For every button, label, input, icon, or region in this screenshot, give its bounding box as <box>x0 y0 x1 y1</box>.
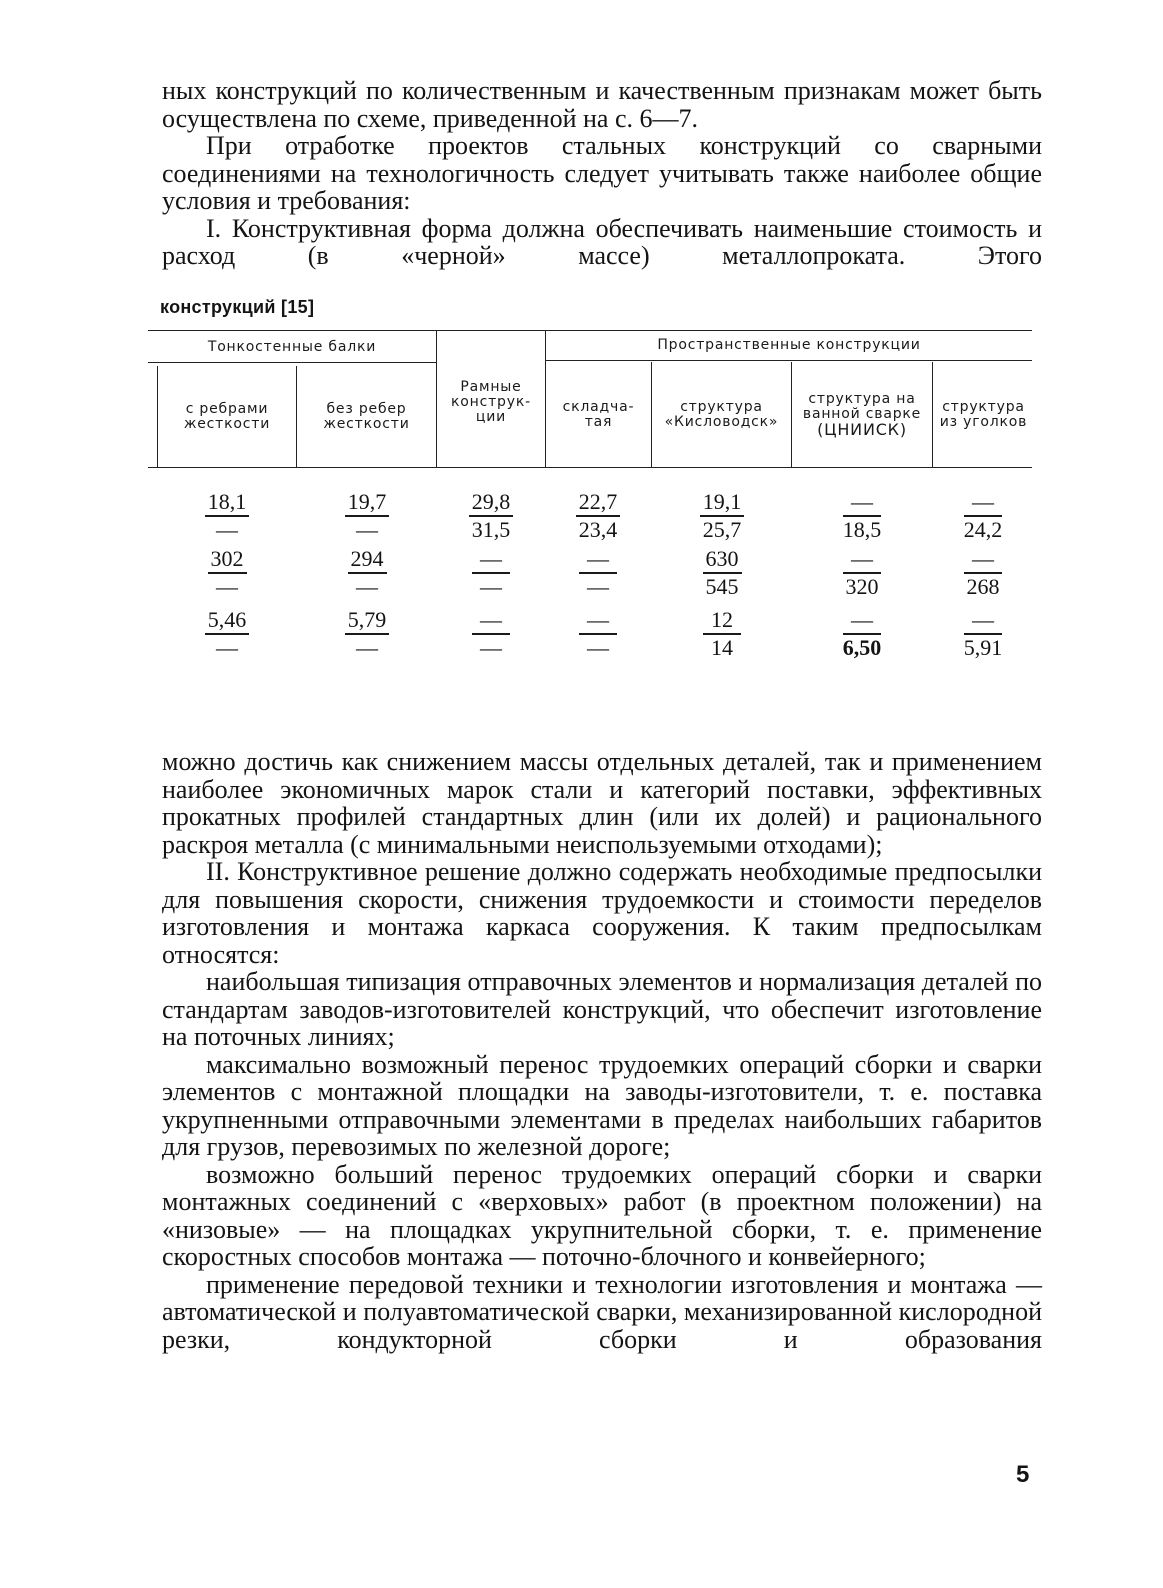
table-cell: — — <box>446 546 536 600</box>
column-header: без ребер жесткости <box>323 400 410 432</box>
table-cell: — — <box>553 546 643 600</box>
table-cell: 18,1 — <box>182 489 272 543</box>
top-text <box>162 77 1042 270</box>
paragraph: При отработке проектов стальных конструкций со сварными соединениями на технологичность следует учитывать также наиболее общие условия и требования: <box>162 131 1042 215</box>
paragraph: I. Конструктивная форма должна обеспечивать наименьшие стоимость и расход (в «черной» массе) металлопроката. Этого <box>162 213 1042 270</box>
table-rule <box>546 360 1032 361</box>
column-header: структура «Кисловодск» <box>664 398 779 430</box>
table-cell: $\frac{630}{545}$ <box>677 546 767 600</box>
table-title: конструкций [15] <box>160 297 315 317</box>
table-cell: — — <box>446 607 536 661</box>
table-cell: — 24,2 <box>963 489 1003 542</box>
column-header: Рамные конструк- ции <box>451 379 531 425</box>
table-cell: $\frac{12}{14}$ <box>677 607 767 661</box>
paragraph: возможно больший перенос трудоемких операций сборки и сварки монтажных соединений с «верховых» работ (в проектном положении) на «низовые» — на площадках укрупнительной сборки, т. е. применение скоростных способов монтажа — поточно-блочного и конвейерного; <box>162 1159 1042 1271</box>
page-number: 5 <box>1016 1461 1030 1488</box>
paragraph: применение передовой техники и технологии изготовления и монтажа — автоматической и полуавтоматической сварки, механизированной кислородной резки, кондукторной сборки и образования <box>162 1269 1042 1354</box>
table-cell: 19,7 — <box>322 489 412 543</box>
table-cell: — 18,5 <box>842 489 882 542</box>
bottom-text <box>162 748 1042 1353</box>
table-cell: 5,46 — <box>182 607 272 661</box>
table-rule <box>148 362 436 363</box>
header-group-beams: Тонкостенные балки <box>207 338 377 355</box>
table-cell: 5,79 — <box>322 607 412 661</box>
table-cell: — 320 <box>817 546 907 600</box>
table-cell: — — <box>553 607 643 661</box>
table-cell: — 268 <box>938 546 1028 600</box>
table-cell: $\frac{29,8}{31,5}$ <box>446 489 536 543</box>
table-cell: $\frac{19,1}{25,7}$ <box>677 489 767 543</box>
paragraph: ных конструкций по количественным и качественным признакам может быть осуществлена по схеме, приведенной на с. 6—7. <box>162 76 1042 133</box>
table-cell: 294 — <box>322 546 412 600</box>
table-cell: — 6,50 <box>842 607 882 660</box>
table-rule <box>148 467 1032 468</box>
table-rule <box>148 330 1032 331</box>
header-group-spatial: Пространственные конструкции <box>657 336 921 353</box>
paragraph: наибольшая типизация отправочных элементов и нормализация деталей по стандартам заводов-изготовителей конструкций, что обеспечит изготовление на поточных линиях; <box>162 967 1042 1051</box>
table-cell: 302 — <box>182 546 272 600</box>
paragraph: II. Конструктивное решение должно содержать необходимые предпосылки для повышения скорости, снижения трудоемкости и стоимости переделов изготовления и монтажа каркаса сооружения. К таким предпосылкам относятся: <box>162 857 1042 969</box>
column-header: складча- тая <box>562 398 635 430</box>
column-header: с ребрами жесткости <box>183 400 271 432</box>
table-cell: — 5,91 <box>963 607 1003 660</box>
column-header: структура из уголков <box>939 398 1028 430</box>
paragraph: можно достичь как снижением массы отдельных деталей, так и применением наиболее экономичных марок стали и категорий поставки, эффективных прокатных профилей стандартных длин (или их долей) и рационального раскроя металла (с минимальными неиспользуемыми отходами); <box>162 747 1042 859</box>
paragraph: максимально возможный перенос трудоемких операций сборки и сварки элементов с монтажной площадки на заводы-изготовители, т. е. поставка укрупненными отправочными элементами в пределах наибольших габаритов для грузов, перевозимых по железной дороге; <box>162 1049 1042 1161</box>
table-cell: $\frac{22,7}{23,4}$ <box>553 489 643 543</box>
column-header: структура на ванной сварке (ЦНИИСК) <box>802 391 922 439</box>
